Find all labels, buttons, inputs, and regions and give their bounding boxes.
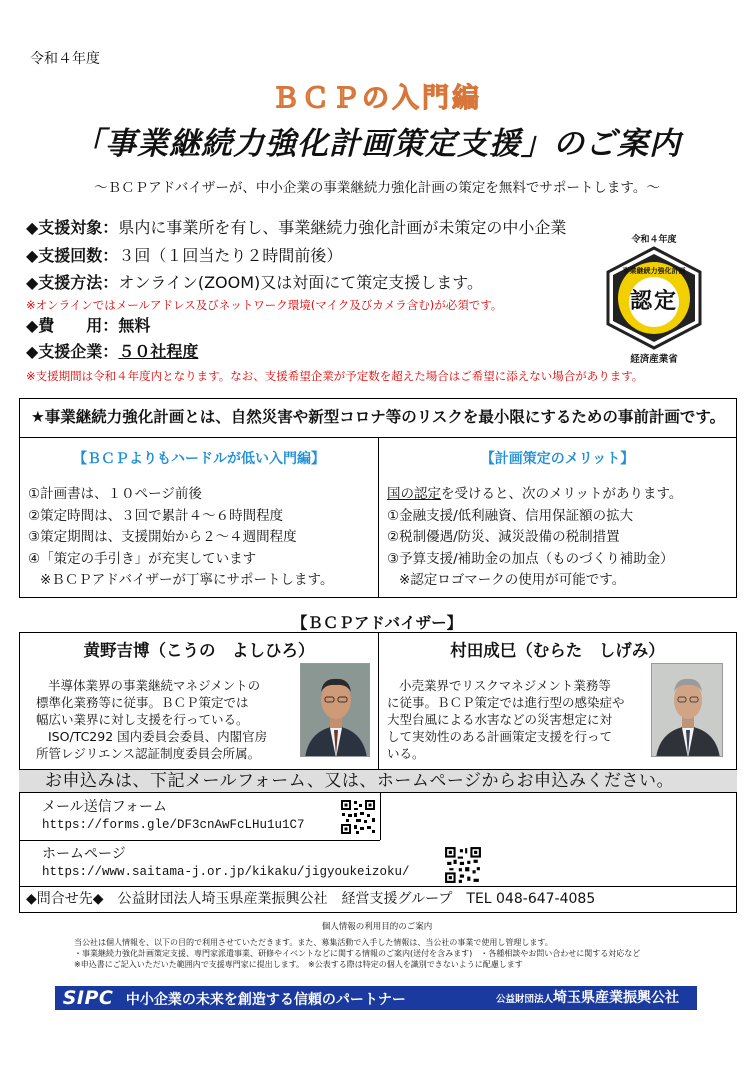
contact-info: ◆問合せ先◆ 公益財団法人埼玉県産業振興公社 経営支援グループ TEL 048-647-4085 (19, 887, 737, 913)
right-column-note: ※認定ロゴマークの使用が可能です。 (399, 572, 626, 588)
support-method: ◆支援方法：オンライン(ZOOM)又は対面にて策定支援します。 (26, 273, 483, 292)
support-companies: ◆支援企業：５０社程度 (26, 342, 199, 361)
advisors-title: 【ＢＣＰアドバイザー】 (291, 614, 463, 632)
footer-slogan: 中小企業の未来を創造する信頼のパートナー (125, 992, 406, 1008)
list-item: ②税制優遇/防災、減災設備の税制措置 (387, 529, 620, 545)
footer-org: 公益財団法人埼玉県産業振興公社 (495, 990, 679, 1006)
advisor-bio: 半導体業界の事業継続マネジメントの 標準化業務等に従事。ＢＣＰ策定では 幅広い業界に対し支援を行っている。 ISO/TC292 国内委員会委員、内閣官房 所管レジリエンス認証制度委員会所属。 (36, 678, 268, 761)
advisor-name: 黄野吉博（こうの よしひろ） (83, 641, 315, 660)
list-item: ②策定時間は、３回で累計４～６時間程度 (28, 507, 284, 524)
qr-code-icon[interactable] (444, 846, 482, 884)
application-banner: お申込みは、下記メールフォーム、又は、ホームページからお申込みください。 (19, 770, 737, 792)
list-item: ③予算支援/補助金の加点（ものづくり補助金） (387, 550, 674, 567)
right-column-title: 【計画策定のメリット】 (480, 451, 635, 467)
sipc-logo: SIPC (62, 987, 114, 1009)
privacy-line: ※申込書にご記入いただいた範囲内で支援専門家に提出します。 ※公表する際は特定の個人を識別できないように配慮します (74, 960, 523, 969)
seal-arc-text: 事業継続力強化計画 (622, 267, 686, 275)
online-note: ※オンラインではメールアドレス及びネットワーク環境(マイク及びカメラ含む)が必須です。 (26, 298, 503, 312)
advisor-photo (651, 663, 723, 757)
seal-main: 認定 (629, 289, 678, 314)
period-note: ※支援期間は令和４年度内となります。なお、支援希望企業が予定数を超えた場合はご希望に添えない場合があります。 (26, 369, 644, 383)
advisor-photo (300, 663, 370, 757)
list-item: ①金融支援/低利融資、信用保証額の拡大 (387, 507, 634, 524)
intro-features-box (19, 438, 379, 598)
advisor-name: 村田成巳（むらた しげみ） (450, 641, 665, 660)
subtitle: ＢＣＰの入門編 (272, 83, 482, 114)
seal-year: 令和４年度 (631, 235, 677, 245)
certification-seal (596, 232, 712, 364)
privacy-line: 当公社は個人情報を、以下の目的で利用させていただきます。また、募集活動で入手した情報は、当公社の事業で使用し管理します。 (74, 938, 553, 947)
fiscal-year: 令和４年度 (30, 51, 100, 67)
application-links-box (19, 792, 737, 887)
form-link[interactable]: https://forms.gle/DF3cnAwFcLHu1u1C7 (42, 818, 305, 832)
merits-intro: 国の認定を受けると、次のメリットがあります。 (387, 486, 683, 502)
left-column-title: 【ＢＣＰよりもハードルが低い入門編】 (73, 451, 325, 467)
tagline: ～ＢＣＰアドバイザーが、中小企業の事業継続力強化計画の策定を無料でサポートします。～ (94, 180, 660, 196)
left-column-note: ※ＢＣＰアドバイザーが丁寧にサポートします。 (40, 572, 334, 588)
definition-box: ★事業継続力強化計画とは、自然災害や新型コロナ等のリスクを最小限にするための事前計画です。 (19, 398, 737, 438)
advisor-bio: 小売業界でリスクマネジメント業務等 に従事。ＢＣＰ策定では進行型の感染症や 大型台風による水害などの災害想定に対 して実効性のある計画策定支援を行って いる。 (387, 678, 625, 761)
privacy-title: 個人情報の利用目的のご案内 (321, 922, 433, 932)
merits-box (379, 438, 737, 598)
list-item: ④「策定の手引き」が充実しています (28, 550, 257, 567)
list-item: ①計画書は、１０ページ前後 (28, 486, 202, 502)
footer-banner (55, 986, 697, 1010)
homepage-link[interactable]: https://www.saitama-j.or.jp/kikaku/jigyoukeizoku/ (42, 865, 410, 879)
qr-code-icon[interactable] (340, 799, 376, 835)
advisor-card-left (19, 632, 379, 770)
support-fee: ◆費 用：無料 (26, 316, 151, 335)
list-item: ③策定期間は、支援開始から２～４週間程度 (28, 529, 297, 545)
support-target: ◆支援対象：県内に事業所を有し、事業継続力強化計画が未策定の中小企業 (26, 218, 567, 237)
homepage-label: ホームページ (42, 846, 126, 862)
form-label: メール送信フォーム (42, 799, 168, 815)
seal-ministry: 経済産業省 (630, 354, 678, 365)
privacy-line: ・事業継続力強化計画策定支援、専門家派遣事業、研修やイベントなどに関する情報のご案内(送付を含みます) ・各種相談やお問い合わせに関する対応など (74, 949, 641, 958)
person-photo-icon (652, 664, 723, 757)
support-count: ◆支援回数：３回（１回当たり２時間前後） (26, 246, 343, 265)
page-title: 「事業継続力強化計画策定支援」のご案内 (73, 126, 681, 162)
advisor-card-right (379, 632, 737, 770)
person-photo-icon (301, 664, 370, 757)
